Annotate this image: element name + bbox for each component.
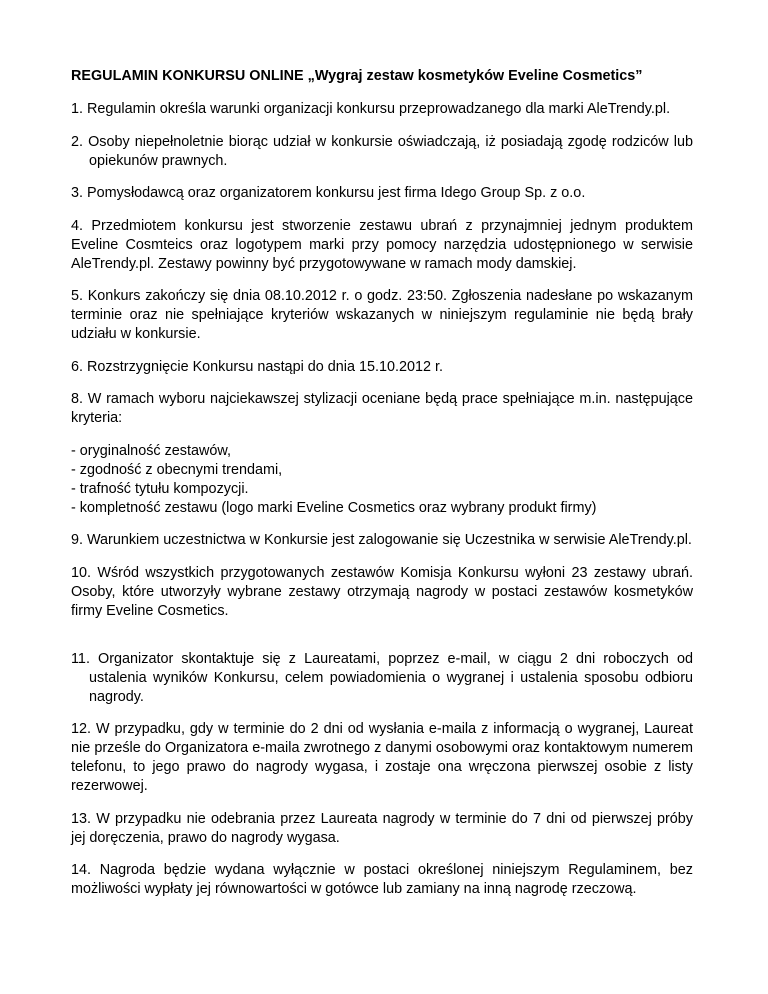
paragraph-3: 3. Pomysłodawcą oraz organizatorem konkursu jest firma Idego Group Sp. z o.o. <box>71 185 586 201</box>
document-title: REGULAMIN KONKURSU ONLINE „Wygraj zestaw kosmetyków Eveline Cosmetics” <box>71 68 643 84</box>
criteria-item: - oryginalność zestawów, <box>71 442 231 459</box>
paragraph-5: 5. Konkurs zakończy się dnia 08.10.2012 r. o godz. 23:50. Zgłoszenia nadesłane po wskazanym terminie oraz nie spełniające kryteriów wskazanych w niniejszym regulaminie nie będą brały udziału w konkursie. <box>71 288 693 342</box>
paragraph-11: 11. Organizator skontaktuje się z Laureatami, poprzez e-mail, w ciągu 2 dni roboczych od ustalenia wyników Konkursu, celem powiadomienia o wygranej i ustalenia sposobu odbioru nagrody. <box>71 650 693 705</box>
paragraph-2: 2. Osoby niepełnoletnie biorąc udział w konkursie oświadczają, iż posiadają zgodę rodziców lub opiekunów prawnych. <box>71 133 693 169</box>
paragraph-8: 8. W ramach wyboru najciekawszej stylizacji oceniane będą prace spełniające m.in. następujące kryteria: <box>71 391 693 426</box>
paragraph-4: 4. Przedmiotem konkursu jest stworzenie zestawu ubrań z przynajmniej jednym produktem Eveline Cosmteics oraz logotypem marki przy pomocy narzędzia udostępnionego w serwisie AleTrendy.pl. Zestawy powinny być przygotowywane w ramach mody damskiej. <box>71 217 693 272</box>
criteria-item: - zgodność z obecnymi trendami, <box>71 461 283 478</box>
paragraph-9: 9. Warunkiem uczestnictwa w Konkursie jest zalogowanie się Uczestnika w serwisie AleTrendy.pl. <box>71 532 692 548</box>
paragraph-13: 13. W przypadku nie odebrania przez Laureata nagrody w terminie do 7 dni od pierwszej próby jej doręczenia, prawo do nagrody wygasa. <box>71 810 693 846</box>
paragraph-10: 10. Wśród wszystkich przygotowanych zestawów Komisja Konkursu wyłoni 23 zestawy ubrań. Osoby, które utworzyły wybrane zestawy otrzymają nagrody w postaci zestawów kosmetyków firmy Eveline Cosmetics. <box>71 564 693 619</box>
paragraph-1: 1. Regulamin określa warunki organizacji konkursu przeprowadzanego dla marki AleTrendy.pl. <box>71 101 671 117</box>
paragraph-6: 6. Rozstrzygnięcie Konkursu nastąpi do dnia 15.10.2012 r. <box>71 358 443 375</box>
paragraph-14: 14. Nagroda będzie wydana wyłącznie w postaci określonej niniejszym Regulaminem, bez możliwości wypłaty jej równowartości w gotówce lub zamiany na inną nagrodę rzeczową. <box>71 862 693 897</box>
paragraph-12: 12. W przypadku, gdy w terminie do 2 dni od wysłania e-maila z informacją o wygranej, Laureat nie prześle do Organizatora e-maila zwrotnego z danymi osobowymi oraz kontaktowym numerem telefonu, to jego prawo do nagrody wygasa, i zostaje ona wręczona pierwszej osobie z listy rezerwowej. <box>71 721 693 794</box>
document-page <box>71 67 693 913</box>
criteria-list <box>71 442 693 518</box>
criteria-item: - kompletność zestawu (logo marki Eveline Cosmetics oraz wybrany produkt firmy) <box>71 499 597 516</box>
criteria-item: - trafność tytułu kompozycji. <box>71 480 249 497</box>
